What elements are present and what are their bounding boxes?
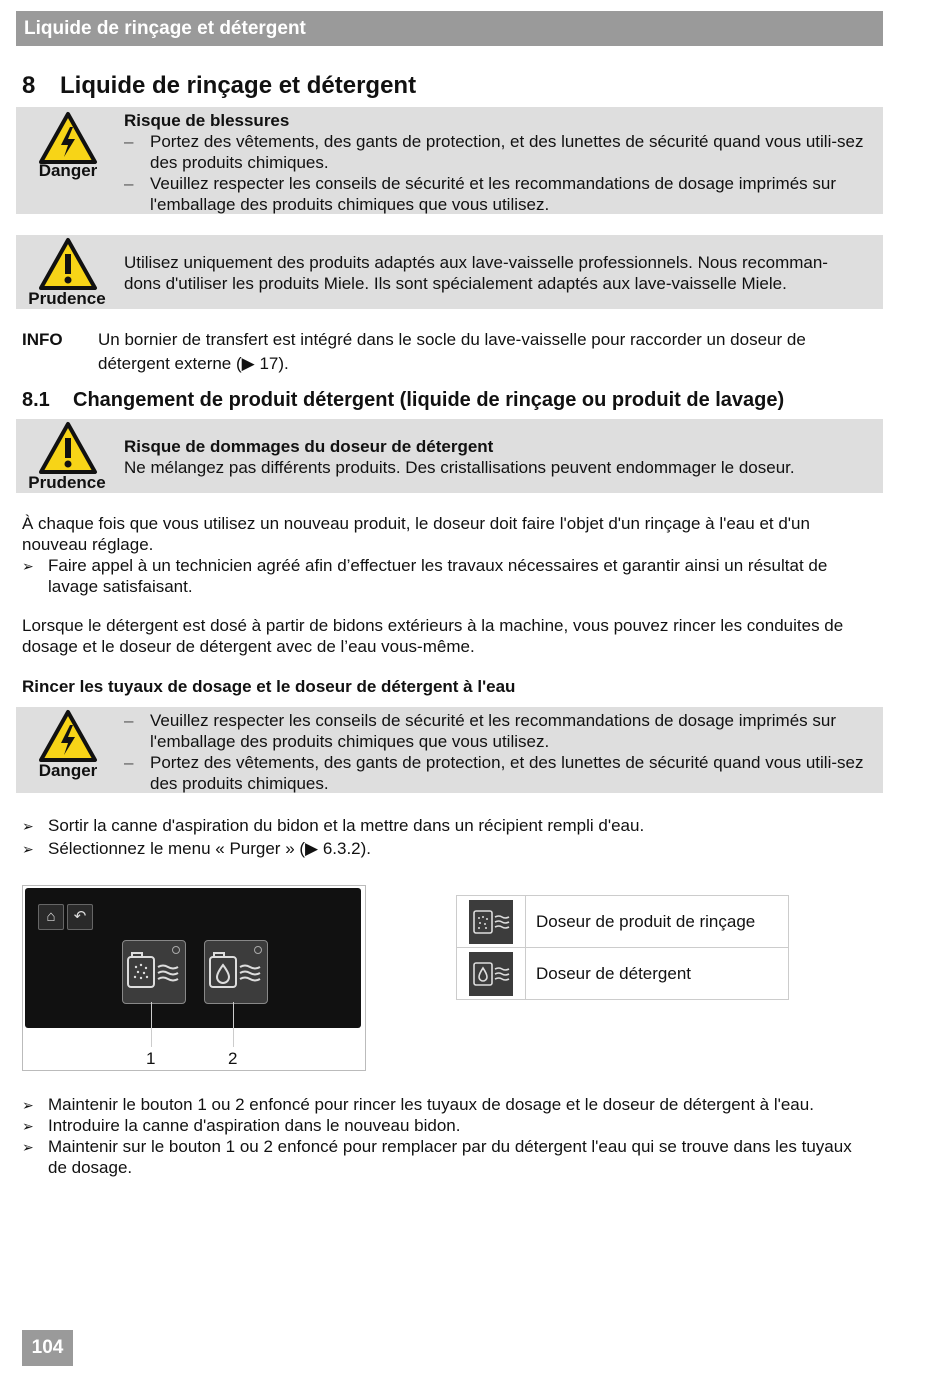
callout-2: 2: [228, 1049, 238, 1068]
page-number: 104: [22, 1330, 73, 1366]
step-item: ➢ Faire appel à un technicien agréé afin d’effectuer les travaux nécessaires et garantir ainsi un résultat de lavage satisfaisant.: [22, 555, 872, 597]
caution-label: Prudence: [28, 289, 106, 308]
back-icon[interactable]: ↶: [67, 904, 93, 930]
subsection-number: 8.1: [22, 389, 50, 411]
table-row: [457, 896, 789, 948]
danger-content: [124, 710, 869, 794]
danger-box-1: [16, 107, 883, 214]
detergent-dispenser-button[interactable]: [204, 940, 268, 1004]
detergent-dispenser-icon: [205, 941, 267, 1003]
electric-hazard-icon: [38, 111, 98, 165]
rinse-aid-dispenser-button[interactable]: [122, 940, 186, 1004]
danger-title: Risque de blessures: [124, 111, 290, 130]
touch-display: [25, 888, 361, 1028]
control-panel-figure: [22, 885, 366, 1071]
caution-label: Prudence: [28, 473, 106, 492]
caution-box-2: [16, 419, 883, 493]
list-item: – Veuillez respecter les conseils de sécurité et les recommandations de dosage imprimés sur l'emballage des produits chimiques que vous utilisez.: [124, 173, 869, 215]
exclamation-warning-icon: [38, 421, 98, 475]
rinse-aid-dispenser-icon: [123, 941, 185, 1003]
rinse-aid-dispenser-icon: [469, 900, 513, 944]
steps-purge: [22, 814, 872, 860]
info-label: INFO: [22, 330, 63, 349]
danger-label: Danger: [38, 161, 98, 180]
detergent-dispenser-icon: [469, 952, 513, 996]
legend-label: Doseur de détergent: [526, 948, 789, 1000]
rinse-subheading: Rincer les tuyaux de dosage et le doseur de détergent à l'eau: [22, 677, 516, 696]
caution-content: [124, 436, 864, 478]
section-title: Liquide de rinçage et détergent: [60, 72, 417, 99]
section-number: 8: [22, 72, 36, 99]
list-item: – Portez des vêtements, des gants de protection, et des lunettes de sécurité quand vous utili-sez des produits chimiques.: [124, 752, 869, 794]
callout-line-2: [233, 1002, 234, 1047]
list-item: – Veuillez respecter les conseils de sécurité et les recommandations de dosage imprimés sur l'emballage des produits chimiques que vous utilisez.: [124, 710, 869, 752]
legend-icon-cell: [457, 948, 526, 1000]
running-header: Liquide de rinçage et détergent: [16, 11, 883, 46]
electric-hazard-icon: [38, 709, 98, 763]
caution-box-1: [16, 235, 883, 309]
caution-title: Risque de dommages du doseur de détergent: [124, 437, 494, 456]
paragraph-new-product: [22, 513, 872, 597]
icon-legend-table: [456, 895, 789, 1000]
steps-rinse: [22, 1094, 872, 1178]
step-item: ➢ Introduire la canne d'aspiration dans le nouveau bidon.: [22, 1115, 872, 1136]
caution-text: Ne mélangez pas différents produits. Des cristallisations peuvent endommager le doseur.: [124, 458, 795, 477]
danger-content: [124, 110, 869, 215]
subsection-title: Changement de produit détergent (liquide de rinçage ou produit de lavage): [73, 389, 785, 411]
step-item: ➢ Sélectionnez le menu « Purger » (▶ 6.3.2).: [22, 837, 872, 860]
info-text: Un bornier de transfert est intégré dans le socle du lave-vaisselle pour raccorder un doseur de détergent externe (▶ 17).: [98, 330, 806, 373]
step-item: ➢ Maintenir sur le bouton 1 ou 2 enfoncé pour remplacer par du détergent l'eau qui se trouve dans les tuyaux de dosage.: [22, 1136, 872, 1178]
table-row: [457, 948, 789, 1000]
danger-box-2: [16, 707, 883, 793]
step-item: ➢ Maintenir le bouton 1 ou 2 enfoncé pour rincer les tuyaux de dosage et le doseur de détergent à l'eau.: [22, 1094, 872, 1115]
callout-line-1: [151, 1002, 152, 1047]
home-icon[interactable]: ⌂: [38, 904, 64, 930]
exclamation-warning-icon: [38, 237, 98, 291]
paragraph-text: À chaque fois que vous utilisez un nouveau produit, le doseur doit faire l'objet d'un rinçage à l'eau et d'un nouveau réglage.: [22, 514, 810, 554]
paragraph-external-dosing: Lorsque le détergent est dosé à partir de bidons extérieurs à la machine, vous pouvez rincer les conduites de dosage et le doseur de détergent avec de l’eau vous-même.: [22, 616, 844, 656]
caution-text: Utilisez uniquement des produits adaptés aux lave-vaisselle professionnels. Nous recomman-dons d'utiliser les produits Miele. Ils sont spécialement adaptés aux lave-vaisselle Miele.: [124, 253, 828, 293]
danger-label: Danger: [38, 761, 98, 780]
section-heading: [22, 72, 416, 100]
legend-label: Doseur de produit de rinçage: [526, 896, 789, 948]
list-item: – Portez des vêtements, des gants de protection, et des lunettes de sécurité quand vous utili-sez des produits chimiques.: [124, 131, 869, 173]
callout-1: 1: [146, 1049, 156, 1068]
step-item: ➢ Sortir la canne d'aspiration du bidon et la mettre dans un récipient rempli d'eau.: [22, 814, 872, 837]
subsection-heading: [22, 389, 784, 412]
legend-icon-cell: [457, 896, 526, 948]
